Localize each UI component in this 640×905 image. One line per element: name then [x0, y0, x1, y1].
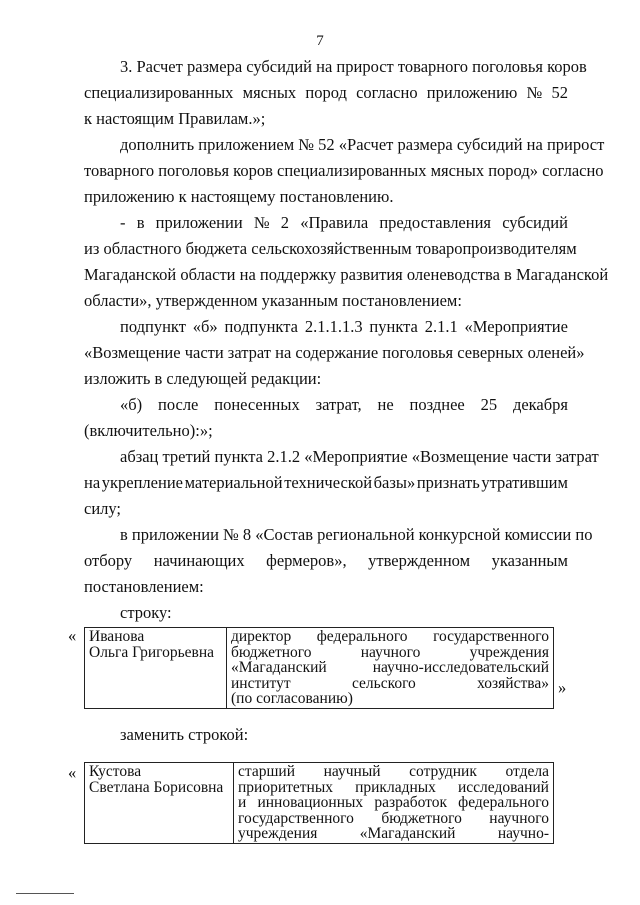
word: старший [238, 763, 295, 780]
word: пород [305, 83, 347, 102]
word: инновационных [257, 794, 364, 811]
word: фермеров», [266, 551, 347, 570]
word: специализированных [84, 83, 234, 102]
paragraph-4-line-2: «Возмещение части затрат на содержание поголовья северных оленей» [84, 343, 585, 362]
word: бюджетного [381, 809, 462, 827]
word: хозяйства» [477, 674, 549, 692]
table-1-surname: Иванова [89, 628, 145, 645]
word: согласно [356, 83, 418, 102]
paragraph-5-line-2: (включительно):»; [84, 421, 213, 440]
word: декабря [512, 395, 568, 414]
table-2-position-line-2 [238, 780, 549, 796]
word: научного [489, 809, 549, 827]
word: приложении [155, 213, 243, 232]
paragraph-3-line-1 [120, 213, 568, 233]
footnote-separator [16, 893, 74, 894]
table-1-position-line-2 [231, 645, 549, 661]
word: укрепление [101, 473, 183, 492]
paragraph-6-line-1: абзац третий пункта 2.1.2 «Мероприятие «Возмещение части затрат [120, 447, 599, 466]
table-1-given-name: Ольга Григорьевна [89, 643, 215, 661]
word: на [84, 473, 101, 492]
paragraph-6-line-2 [84, 473, 568, 493]
word: 2.1.1.1.3 [304, 317, 363, 336]
table-1-position-line-4 [231, 676, 549, 692]
word: после [158, 395, 199, 414]
word: «Правила [300, 213, 369, 232]
table-2-position-line-1 [238, 764, 549, 780]
word: учреждения [238, 825, 318, 842]
word: 25 [480, 395, 498, 414]
word: утвержденном [368, 551, 471, 570]
paragraph-3-line-4: области», утвержденном указанным постановлением: [84, 291, 462, 310]
word: базы» [373, 473, 416, 492]
word: научно- [497, 825, 549, 842]
table-1-open-quote: « [68, 626, 77, 645]
word: федерального [316, 628, 408, 645]
word: «Магаданский [231, 659, 327, 676]
word: затрат, [315, 395, 362, 414]
word: субсидий [502, 213, 568, 232]
word: «Мероприятие [464, 317, 568, 336]
word: исследований [458, 778, 549, 796]
word: прикладных [355, 778, 436, 796]
paragraph-7-line-1: в приложении № 8 «Состав региональной конкурсной комиссии по [120, 525, 593, 544]
word: научного [360, 643, 421, 661]
word: федерального [458, 794, 549, 811]
word: пункта [369, 317, 418, 336]
word: институт [231, 674, 291, 692]
paragraph-6-line-3: силу; [84, 499, 122, 518]
word: сельского [351, 674, 416, 692]
word: научный [323, 763, 381, 780]
word: мясных [242, 83, 297, 102]
paragraph-4-line-1 [120, 317, 568, 337]
paragraph-4-line-3: изложить в следующей редакции: [84, 369, 322, 388]
paragraph-1-line-2 [84, 83, 568, 103]
table-1 [84, 627, 554, 709]
table-2-given-name: Светлана Борисовна [89, 778, 224, 796]
table-2-name-cell [85, 763, 234, 844]
table-1-position-cell [227, 628, 554, 709]
word: предоставления [379, 213, 492, 232]
table-1-position-line-5: (по согласованию) [231, 690, 353, 707]
table-2-surname: Кустова [89, 763, 142, 780]
word: позднее [409, 395, 465, 414]
word: в [136, 213, 145, 232]
paragraph-7-line-2 [84, 551, 568, 571]
table-row [85, 763, 554, 844]
word: признать [416, 473, 480, 492]
word: и [238, 794, 247, 811]
word: подпункт [120, 317, 186, 336]
word: государственного [433, 628, 549, 645]
word: приоритетных [238, 778, 334, 796]
word: указанным [491, 551, 568, 570]
table-2-position-cell [234, 763, 554, 844]
table-row [85, 628, 554, 709]
table-2 [84, 762, 554, 844]
word: 2 [280, 213, 290, 232]
word: директор [231, 628, 292, 645]
word: сотрудник [409, 763, 477, 780]
word: отбору [84, 551, 133, 570]
table-2-position-line-5 [238, 826, 549, 842]
table-1-position-line-3 [231, 660, 549, 676]
word: 2.1.1 [424, 317, 458, 336]
word: № [526, 83, 543, 102]
table-2-open-quote: « [68, 763, 77, 782]
word: учреждения [469, 643, 549, 661]
word: № [253, 213, 270, 232]
paragraph-9: заменить строкой: [120, 725, 249, 744]
word: научно-исследовательский [372, 659, 549, 676]
word: технической [284, 473, 373, 492]
word: материальной [184, 473, 283, 492]
paragraph-1-line-1: 3. Расчет размера субсидий на прирост товарного поголовья коров [120, 57, 587, 76]
word: утратившим [481, 473, 568, 492]
paragraph-3-line-3: Магаданской области на поддержку развития оленеводства в Магаданской [84, 265, 609, 284]
table-2-position-line-3 [238, 795, 549, 811]
word: отдела [505, 763, 549, 780]
table-1-close-quote: » [558, 678, 567, 697]
paragraph-2-line-1: дополнить приложением № 52 «Расчет размера субсидий на прирост [120, 135, 605, 154]
word: начинающих [153, 551, 245, 570]
word: государственного [238, 809, 354, 827]
paragraph-2-line-2: товарного поголовья коров специализированных мясных пород» согласно [84, 161, 604, 180]
word: не [377, 395, 394, 414]
word: 52 [551, 83, 568, 102]
page-number: 7 [316, 33, 324, 49]
table-2-position-line-4 [238, 811, 549, 827]
table-1-name-cell [85, 628, 227, 709]
word: - [120, 213, 126, 232]
paragraph-8: строку: [120, 603, 172, 622]
word: «Магаданский [359, 825, 456, 842]
paragraph-5-line-1 [120, 395, 568, 415]
word: «б) [120, 395, 143, 414]
paragraph-2-line-3: приложению к настоящему постановлению. [84, 187, 394, 206]
word: приложению [426, 83, 518, 102]
word: бюджетного [231, 643, 312, 661]
table-1-position-line-1 [231, 629, 549, 645]
word: понесенных [214, 395, 300, 414]
paragraph-1-line-3: к настоящим Правилам.»; [84, 109, 266, 128]
paragraph-3-line-2: из областного бюджета сельскохозяйственным товаропроизводителям [84, 239, 577, 258]
paragraph-7-line-3: постановлением: [84, 577, 204, 596]
word: подпункта [224, 317, 298, 336]
word: разработок [374, 794, 448, 811]
word: «б» [192, 317, 218, 336]
